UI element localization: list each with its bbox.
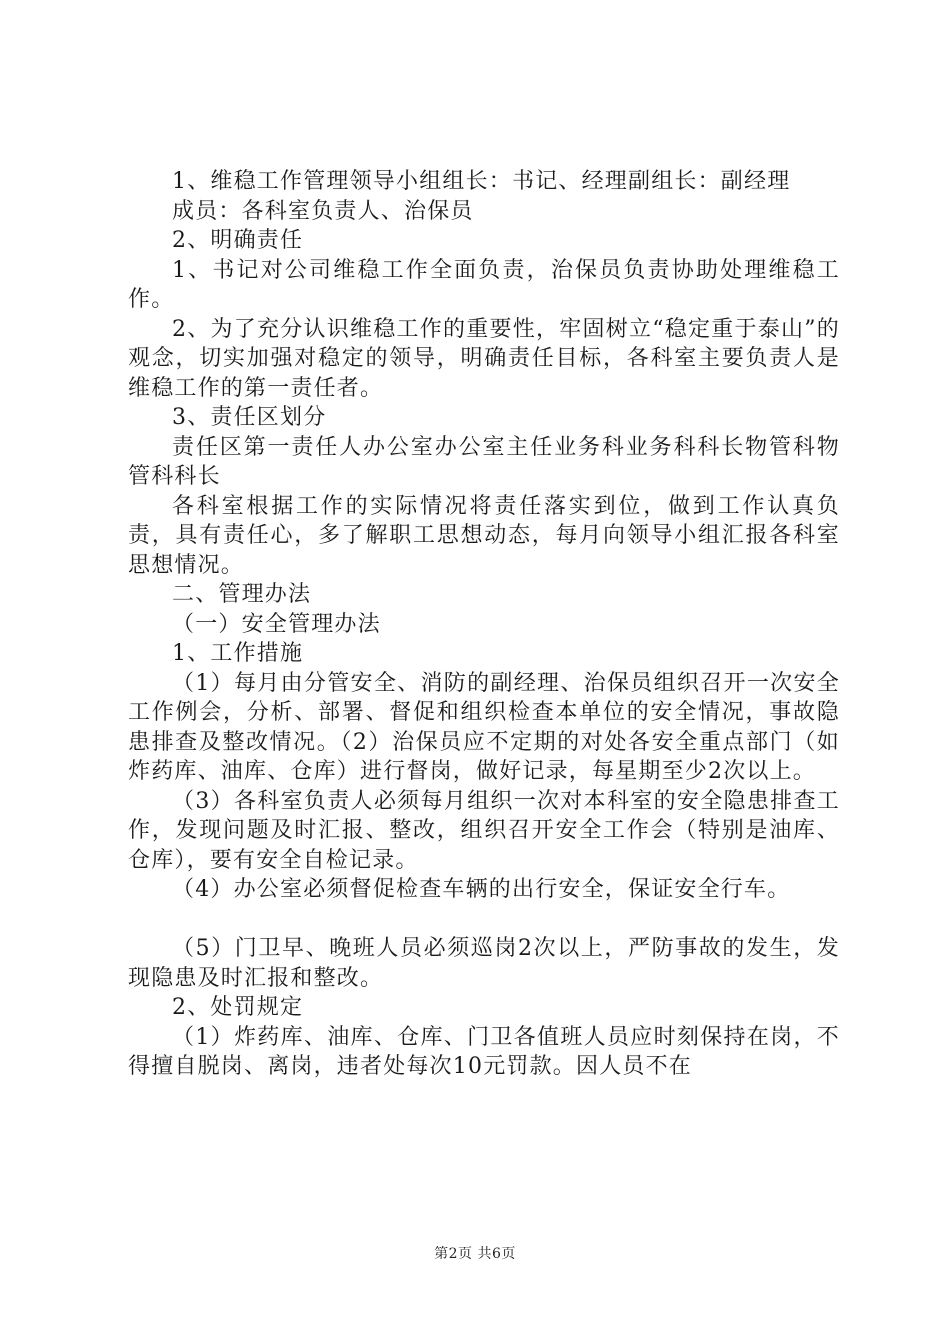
document-body (128, 167, 840, 1082)
heading-penalty-rules: 2、处罚规定 (172, 995, 304, 1020)
paragraph-penalty-1: （1）炸药库、油库、仓库、门卫各值班人员应时刻保持在岗，不得擅自脱岗、离岗，违者处每次10元罚款。因人员不在 (128, 1024, 840, 1079)
page-footer: 第2页 共6页 (434, 1246, 516, 1262)
paragraph-stability-importance: 2、为了充分认识维稳工作的重要性，牢固树立“稳定重于泰山”的观念，切实加强对稳定的领导，明确责任目标，各科室主要负责人是维稳工作的第一责任者。 (128, 316, 840, 401)
paragraph-implementation: 各科室根据工作的实际情况将责任落实到位，做到工作认真负责，具有责任心，多了解职工思想动态，每月向领导小组汇报各科室思想情况。 (128, 493, 840, 578)
paragraph-secretary-responsibility: 1、书记对公司维稳工作全面负责，治保员负责协助处理维稳工作。 (128, 257, 840, 312)
paragraph-measure-5: （5）门卫早、晚班人员必须巡岗2次以上，严防事故的发生，发现隐患及时汇报和整改。 (128, 936, 840, 991)
paragraph-zone-assignments: 责任区第一责任人办公室办公室主任业务科业务科科长物管科物管科科长 (128, 434, 840, 489)
paragraph-members: 成员：各科室负责人、治保员 (172, 198, 474, 224)
heading-work-measures: 1、工作措施 (172, 641, 304, 666)
paragraph-measure-3: （3）各科室负责人必须每月组织一次对本科室的安全隐患排查工作，发现问题及时汇报、整改，组织召开安全工作会（特别是油库、仓库），要有安全自检记录。 (128, 788, 840, 873)
heading-safety-management: （一）安全管理办法 (172, 611, 381, 637)
paragraph-leadership-group: 1、维稳工作管理领导小组组长：书记、经理副组长：副经理 (172, 169, 791, 194)
paragraph-measure-4: （4）办公室必须督促检查车辆的出行安全，保证安全行车。 (172, 877, 791, 902)
heading-management-methods: 二、管理办法 (172, 582, 312, 607)
blank-line (128, 905, 840, 935)
paragraph-measures-1-2: （1）每月由分管安全、消防的副经理、治保员组织召开一次安全工作例会，分析、部署、督促和组织检查本单位的安全情况，事故隐患排查及整改情况。（2）治保员应不定期的对处各安全重点部门（如炸药库、油库、仓库）进行督岗，做好记录，每星期至少2次以上。 (128, 670, 840, 784)
heading-responsibility-zones: 3、责任区划分 (172, 405, 327, 430)
heading-clarify-responsibility: 2、明确责任 (172, 228, 304, 253)
